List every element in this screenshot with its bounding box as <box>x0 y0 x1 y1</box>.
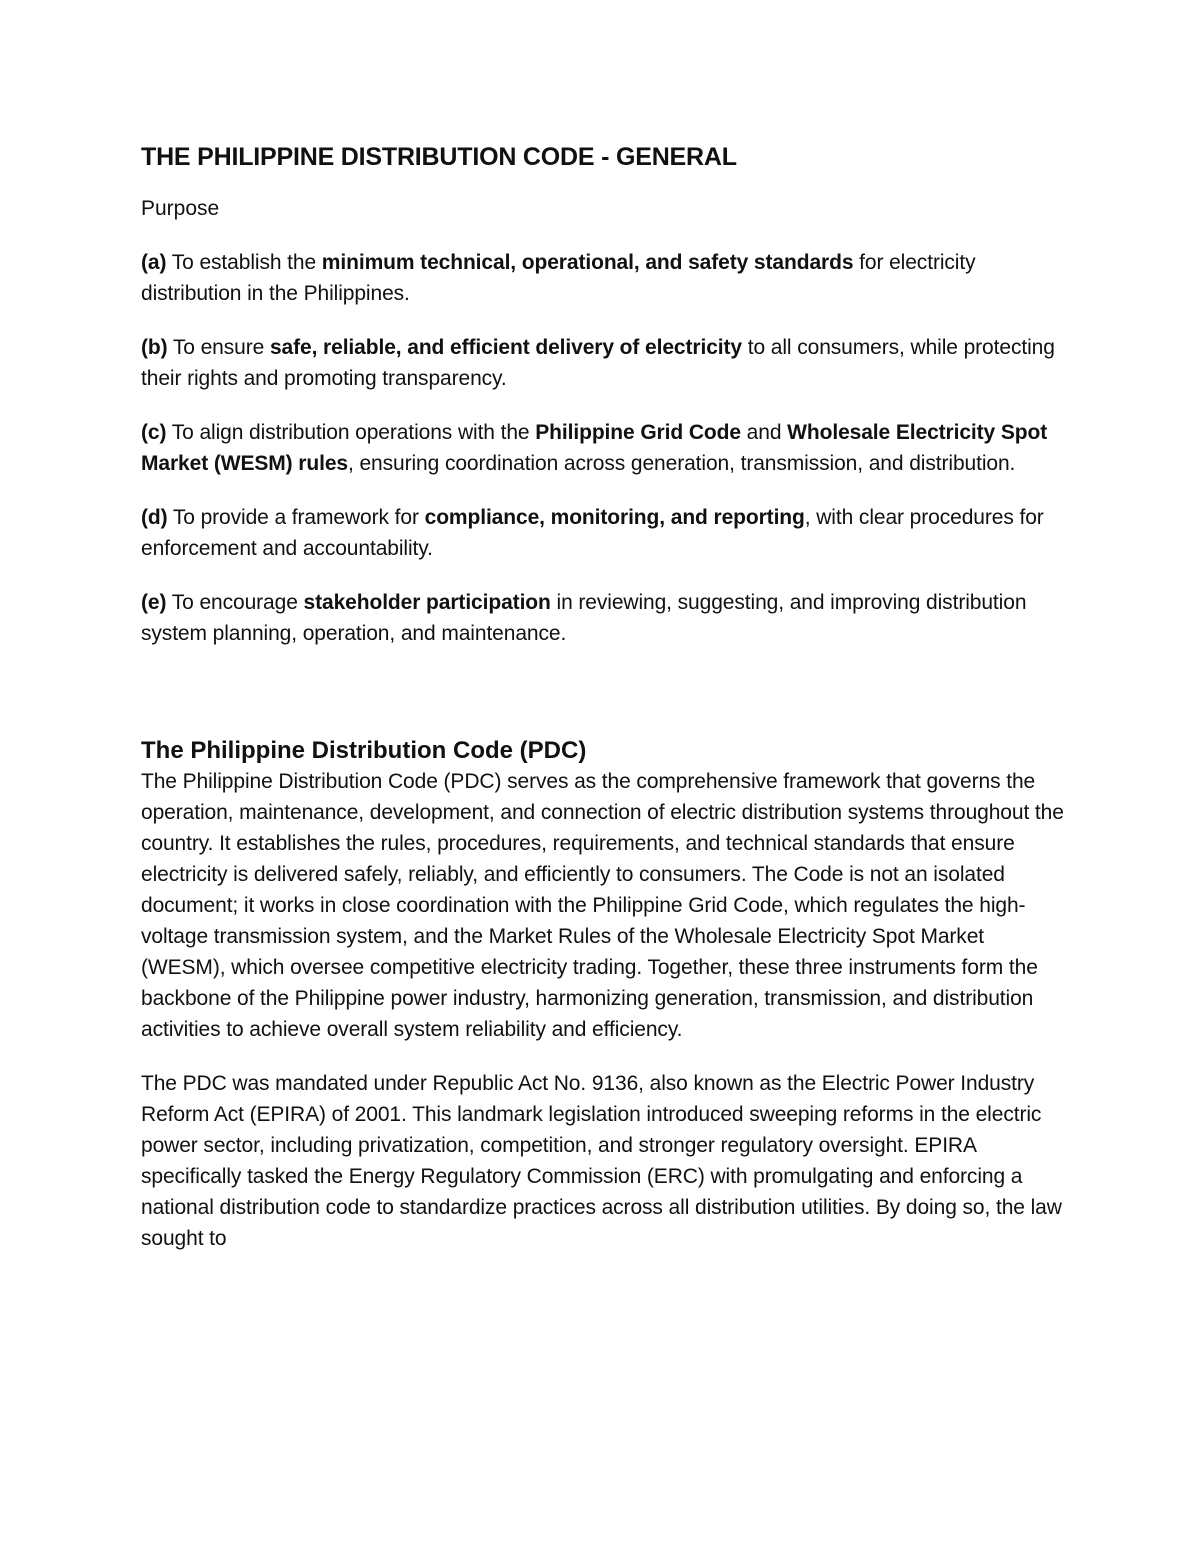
purpose-label: Purpose <box>141 197 220 220</box>
body-paragraph-1: The Philippine Distribution Code (PDC) serves as the comprehensive framework that governs the operation, maintenance, development, and connection of electric distribution systems throughout the country. It establishes the rules, procedures, requirements, and technical standards that ensure electricity is delivered safely, reliably, and efficiently to consumers. The Code is not an isolated document; it works in close coordination with the Philippine Grid Code, which regulates the high-voltage transmission system, and the Market Rules of the Wholesale Electricity Spot Market (WESM), which oversee competitive electricity trading. Together, these three instruments form the backbone of the Philippine power industry, harmonizing generation, transmission, and distribution activities to achieve overall system reliability and efficiency. <box>141 770 1064 1041</box>
item-emphasis: safe, reliable, and efficient delivery of electricity <box>269 336 742 359</box>
section-heading: The Philippine Distribution Code (PDC) <box>141 737 587 764</box>
item-marker: (a) <box>141 251 167 274</box>
purpose-item-b <box>141 332 1071 394</box>
body-paragraph-2: The PDC was mandated under Republic Act No. 9136, also known as the Electric Power Industry Reform Act (EPIRA) of 2001. This landmark legislation introduced sweeping reforms in the electric power sector, including privatization, competition, and stronger regulatory oversight. EPIRA specifically tasked the Energy Regulatory Commission (ERC) with promulgating and enforcing a national distribution code to standardize practices across all distribution utilities. By doing so, the law sought to <box>141 1072 1062 1250</box>
item-text: to all consumers, while protecting their rights and promoting transparency. <box>141 336 1055 390</box>
item-marker: (e) <box>141 591 167 614</box>
item-marker: (b) <box>141 336 168 359</box>
purpose-item-c <box>141 417 1071 479</box>
item-text: in reviewing, suggesting, and improving distribution system planning, operation, and maintenance. <box>141 591 1027 645</box>
item-emphasis: compliance, monitoring, and reporting <box>424 506 805 529</box>
item-marker: (d) <box>141 506 168 529</box>
item-text: , ensuring coordination across generation, transmission, and distribution. <box>347 452 1016 475</box>
item-text: for electricity distribution in the Philippines. <box>141 251 976 305</box>
item-emphasis: stakeholder participation <box>303 591 551 614</box>
item-text: To ensure <box>167 336 270 359</box>
purpose-item-a <box>141 247 1071 309</box>
item-text: , with clear procedures for enforcement and accountability. <box>141 506 1044 560</box>
item-marker: (c) <box>141 421 167 444</box>
item-text: To provide a framework for <box>167 506 425 529</box>
document-title: THE PHILIPPINE DISTRIBUTION CODE - GENERAL <box>141 143 737 171</box>
document-page <box>141 140 1071 1254</box>
purpose-item-d <box>141 502 1071 564</box>
item-text: To establish the <box>166 251 322 274</box>
item-emphasis: Philippine Grid Code <box>535 421 741 444</box>
item-emphasis: Wholesale Electricity Spot Market (WESM) rules <box>141 421 1048 475</box>
item-text: To encourage <box>166 591 304 614</box>
purpose-item-e <box>141 587 1071 649</box>
item-text: and <box>740 421 788 444</box>
item-text: To align distribution operations with the <box>166 421 536 444</box>
item-emphasis: minimum technical, operational, and safety standards <box>321 251 854 274</box>
